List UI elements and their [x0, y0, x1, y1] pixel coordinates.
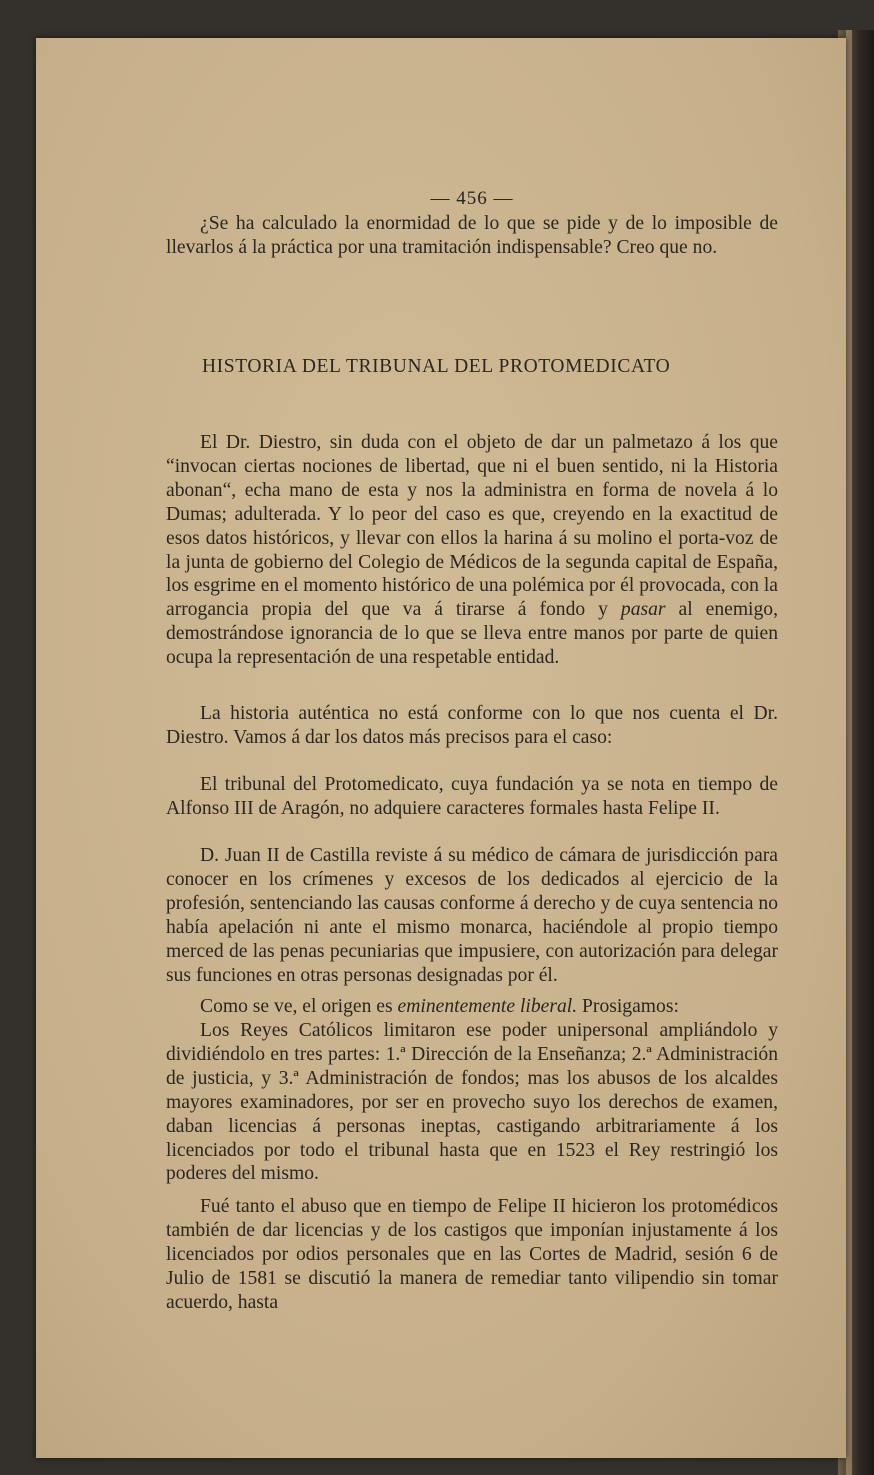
- paragraph-4: D. Juan II de Castilla reviste á su médico de cámara de jurisdicción para conocer en los crímenes y excesos de los dedicados al ejercicio de la profesión, sentenciando las causas conforme á derecho y de cuya sentencia no había apelación ni ante el mismo monarca, haciéndole al propio tiempo merced de las penas pecuniarias que impusiere, con autorización para delegar sus funciones en otras personas designadas por él.: [166, 845, 778, 986]
- paragraph-1-text: El Dr. Diestro, sin duda con el objeto de dar un palmetazo á los que “invocan ciertas nociones de libertad, que ni el buen sentido, ni la Historia abonan“, echa mano de esta y nos la administra en forma de novela á lo Dumas; adulterada. Y lo peor del caso es que, creyendo en la exactitud de esos datos históricos, y llevar con ellos la harina á su molino el porta-voz de la junta de gobierno del Colegio de Médicos de la segunda capital de España, los esgrime en el momento histórico de una polémica por él provocada, con la arrogancia propia del que va á tirarse á fondo y: [166, 432, 778, 621]
- book-page: [36, 38, 846, 1458]
- paragraph-1-emphasis: pasar: [620, 599, 666, 621]
- paragraph-5-text: Como se ve, el origen es: [200, 996, 393, 1017]
- paragraph-5-end: Prosigamos:: [582, 996, 679, 1017]
- page-edge-highlight: [846, 30, 852, 1475]
- page-number: — 456 —: [430, 188, 514, 209]
- paragraph-1-end: al enemigo, demostrándose ignorancia de lo que se lleva entre manos por parte de quien ocupa la representación de una respetable entidad.: [166, 599, 778, 669]
- section-heading: HISTORIA DEL TRIBUNAL DEL PROTOMEDICATO: [202, 356, 671, 377]
- paragraph-3: El tribunal del Protomedicato, cuya fundación ya se nota en tiempo de Alfonso III de Aragón, no adquiere caracteres formales hasta Felipe II.: [166, 774, 778, 819]
- paragraph-2: La historia auténtica no está conforme con lo que nos cuenta el Dr. Diestro. Vamos á dar los datos más precisos para el caso:: [166, 703, 778, 748]
- paragraph-1: [166, 431, 778, 670]
- paragraph-5: [166, 995, 778, 1019]
- paragraph-6: Los Reyes Católicos limitaron ese poder unipersonal ampliándolo y dividiéndolo en tres partes: 1.ª Dirección de la Enseñanza; 2.ª Administración de justicia, y 3.ª Administración de fondos; mas los abusos de los alcaldes mayores examinadores, por ser en provecho suyo los derechos de examen, daban licencias á personas ineptas, castigando arbitrariamente á los licenciados por todo el tribunal hasta que en 1523 el Rey restringió los poderes del mismo.: [166, 1020, 778, 1185]
- intro-paragraph: ¿Se ha calculado la enormidad de lo que se pide y de lo imposible de llevarlos á la práctica por una tramitación indispensable? Creo que no.: [166, 213, 778, 258]
- paragraph-5-emphasis: eminentemente liberal.: [397, 996, 578, 1017]
- paragraph-7: Fué tanto el abuso que en tiempo de Felipe II hicieron los protomédicos también de dar licencias y de los castigos que imponían injustamente á los licenciados por odios personales que en las Cortes de Madrid, sesión 6 de Julio de 1581 se discutió la manera de remediar tanto vilipendio sin tomar acuerdo, hasta: [166, 1196, 778, 1313]
